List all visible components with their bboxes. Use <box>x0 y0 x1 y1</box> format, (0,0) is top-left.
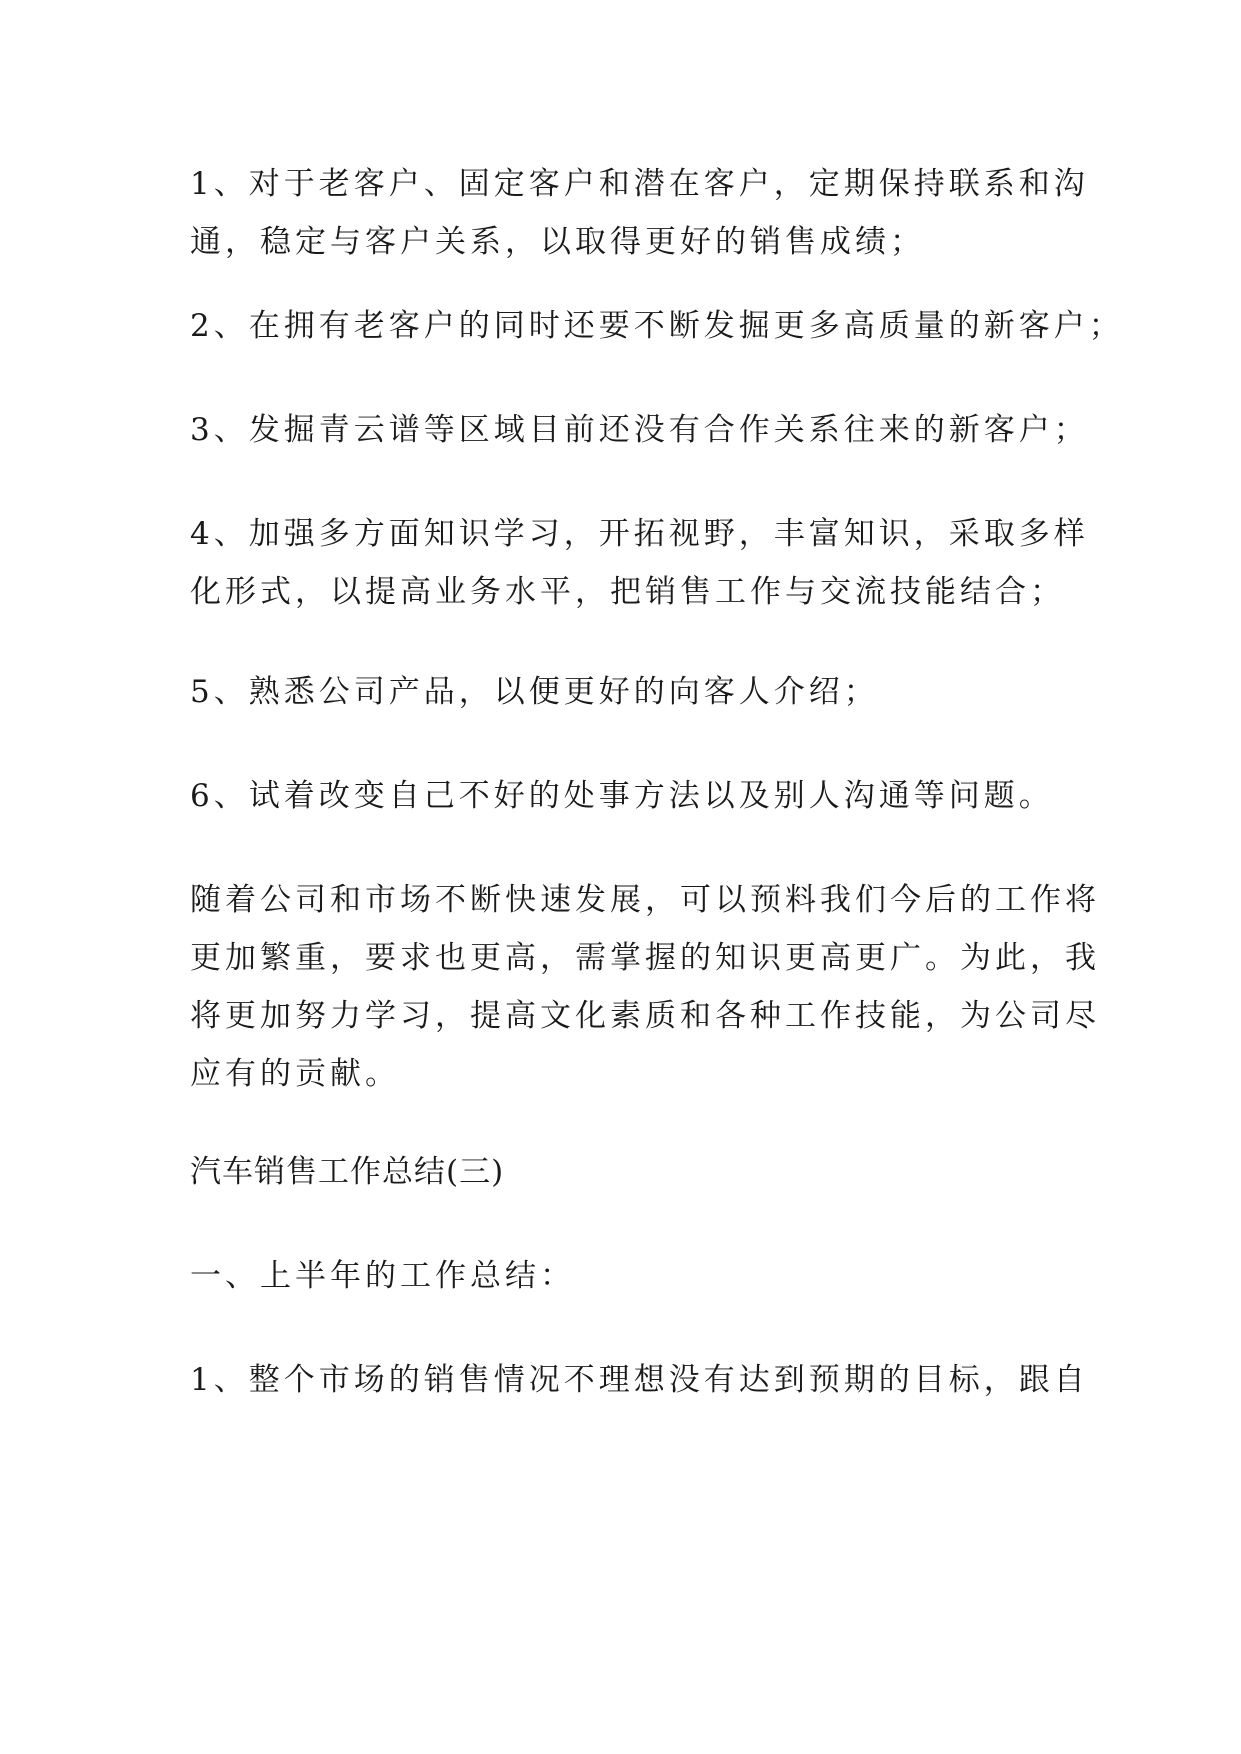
text-line: 随着公司和市场不断快速发展，可以预料我们今后的工作将 <box>190 882 1100 918</box>
text-line: 将更加努力学习，提高文化素质和各种工作技能，为公司尽 <box>190 998 1100 1034</box>
text-line: 1、整个市场的销售情况不理想没有达到预期的目标，跟自 <box>190 1362 1089 1398</box>
text-line: 通，稳定与客户关系，以取得更好的销售成绩； <box>190 224 925 260</box>
text-line: 4、加强多方面知识学习，开拓视野，丰富知识，采取多样 <box>190 516 1089 552</box>
list-item-2 <box>190 297 1124 355</box>
subheading <box>190 1247 1060 1305</box>
list-item-6 <box>190 767 1060 825</box>
section-title-text: 汽车销售工作总结(三) <box>190 1154 505 1190</box>
text-line: 化形式，以提高业务水平，把销售工作与交流技能结合； <box>190 574 1065 610</box>
list-item-4 <box>190 505 1089 621</box>
text-line: 2、在拥有老客户的同时还要不断发掘更多高质量的新客户； <box>190 308 1124 344</box>
text-line: 3、发掘青云谱等区域目前还没有合作关系往来的新客户； <box>190 412 1089 448</box>
text-line: 5、熟悉公司产品，以便更好的向客人介绍； <box>190 674 879 710</box>
text-line: 6、试着改变自己不好的处事方法以及别人沟通等问题。 <box>190 778 1054 814</box>
closing-paragraph <box>190 871 1100 1103</box>
list-item-5 <box>190 663 1060 721</box>
text-line: 更加繁重，要求也更高，需掌握的知识更高更广。为此，我 <box>190 940 1100 976</box>
text-line: 1、对于老客户、固定客户和潜在客户，定期保持联系和沟 <box>190 166 1089 202</box>
section-title <box>190 1143 1060 1201</box>
list-item-next <box>190 1351 1089 1409</box>
text-line: 应有的贡献。 <box>190 1056 400 1092</box>
list-item-3 <box>190 401 1089 459</box>
subheading-text: 一、上半年的工作总结： <box>190 1258 575 1294</box>
list-item-1 <box>190 155 1089 271</box>
